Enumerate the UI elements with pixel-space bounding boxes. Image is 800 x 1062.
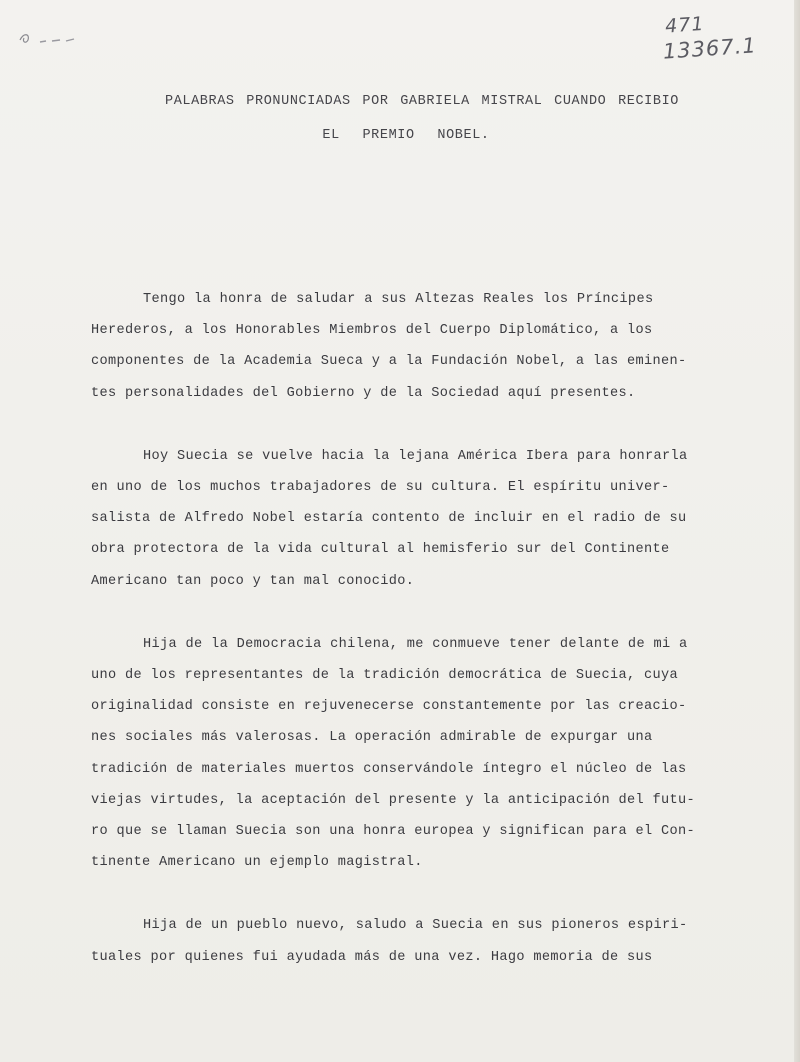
document-title-line-1: PALABRAS PRONUNCIADAS POR GABRIELA MISTRAL CUANDO RECIBIO <box>165 94 679 109</box>
text-line: Americano tan poco y tan mal conocido. <box>91 573 415 589</box>
text-line: viejas virtudes, la aceptación del presente y la anticipación del futu- <box>91 792 696 808</box>
text-line: en uno de los muchos trabajadores de su cultura. El espíritu univer- <box>91 480 670 496</box>
text-line: obra protectora de la vida cultural al hemisferio sur del Continente <box>91 542 670 558</box>
text-line: tinente Americano un ejemplo magistral. <box>91 855 423 871</box>
text-line: nes sociales más valerosas. La operación admirable de expurgar una <box>91 730 653 746</box>
text-line: tes personalidades del Gobierno y de la Sociedad aquí presentes. <box>91 385 636 401</box>
archive-handwritten-number <box>660 8 773 64</box>
text-line: ro que se llaman Suecia son una honra europea y significan para el Con- <box>91 824 696 840</box>
text-line: tradición de materiales muertos conservándole íntegro el núcleo de las <box>91 761 687 777</box>
folio-number: 471 <box>664 12 706 38</box>
text-line: Hoy Suecia se vuelve hacia la lejana América Ibera para honrarla <box>143 448 688 464</box>
paragraph-2 <box>91 441 761 597</box>
pencil-mark-icon <box>16 26 86 48</box>
speech-body <box>91 284 761 1005</box>
text-line: Tengo la honra de saludar a sus Altezas Reales los Príncipes <box>143 292 654 307</box>
text-line: tuales por quienes fui ayudada más de una vez. Hago memoria de sus <box>91 949 653 965</box>
text-line: Hija de la Democracia chilena, me conmueve tener delante de mi a <box>143 636 688 652</box>
catalog-number: 13367.1 <box>662 33 758 64</box>
document-title-line-2: EL PREMIO NOBEL. <box>322 128 490 143</box>
page-edge-shadow <box>794 0 800 1062</box>
text-line: salista de Alfredo Nobel estaría contento de incluir en el radio de su <box>91 511 687 527</box>
text-line: originalidad consiste en rejuvenecerse constantemente por las creacio- <box>91 699 687 715</box>
paragraph-3 <box>91 629 761 879</box>
paragraph-4 <box>91 910 761 972</box>
text-line: uno de los representantes de la tradición democrática de Suecia, cuya <box>91 668 679 684</box>
text-line: Hija de un pueblo nuevo, saludo a Suecia en sus pioneros espiri- <box>143 918 688 934</box>
text-line: Herederos, a los Honorables Miembros del Cuerpo Diplomático, a los <box>91 323 653 339</box>
paragraph-1 <box>91 284 761 409</box>
text-line: componentes de la Academia Sueca y a la Fundación Nobel, a las eminen- <box>91 354 687 370</box>
